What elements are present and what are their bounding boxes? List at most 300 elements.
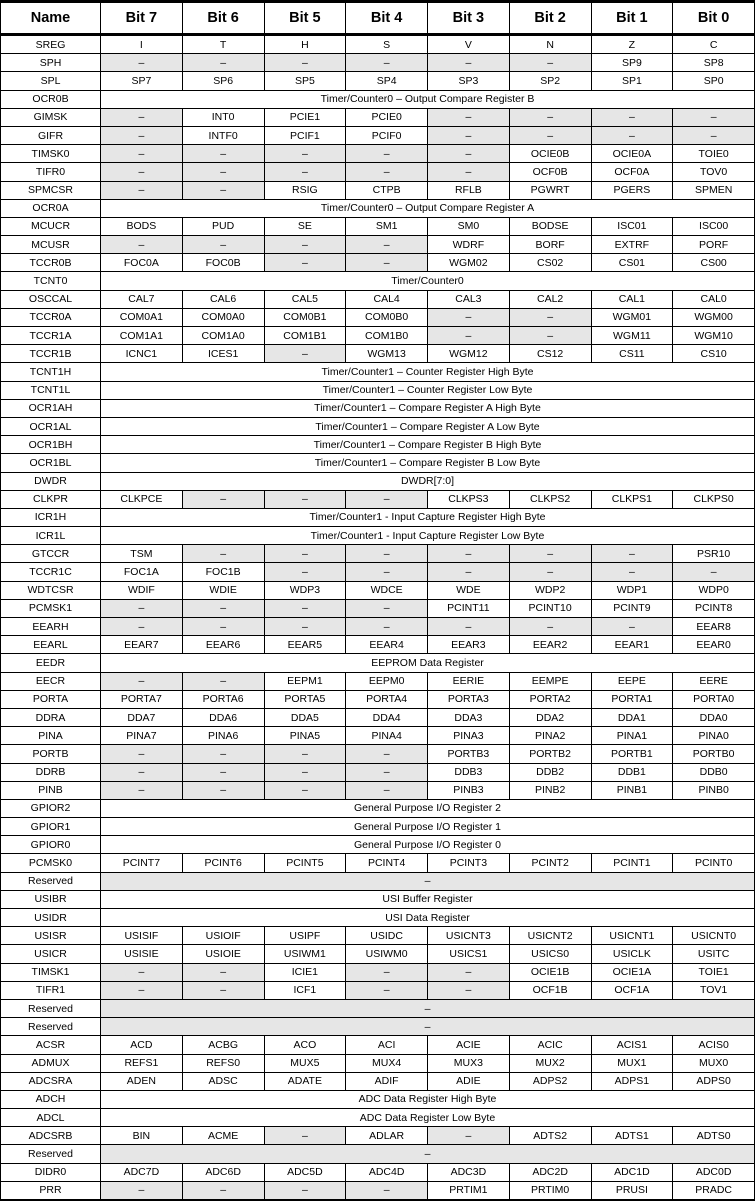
bit-1-cell: EEAR1 bbox=[591, 636, 673, 654]
bit-1-cell: DDB1 bbox=[591, 763, 673, 781]
bit-4-cell: PCINT4 bbox=[346, 854, 428, 872]
table-row bbox=[1, 781, 755, 799]
register-name: USIBR bbox=[1, 890, 101, 908]
bit-3-cell: PCINT3 bbox=[428, 854, 510, 872]
bit-7-cell: DDA7 bbox=[101, 708, 183, 726]
bit-3-cell: CLKPS3 bbox=[428, 490, 510, 508]
bit-3-cell: PCINT11 bbox=[428, 599, 510, 617]
bit-5-cell: WDP3 bbox=[264, 581, 346, 599]
bit-4-cell: DDA4 bbox=[346, 708, 428, 726]
bit-5-cell: – bbox=[264, 163, 346, 181]
table-row bbox=[1, 1163, 755, 1181]
bit-6-cell: – bbox=[182, 672, 264, 690]
bit-0-cell: USITC bbox=[673, 945, 755, 963]
bit-5-cell: PORTA5 bbox=[264, 690, 346, 708]
bit-7-cell: – bbox=[101, 1181, 183, 1200]
bit-3-cell: ACIE bbox=[428, 1036, 510, 1054]
bit-4-cell: – bbox=[346, 745, 428, 763]
bit-2-cell: PCINT2 bbox=[509, 854, 591, 872]
register-name: SPH bbox=[1, 54, 101, 72]
table-row bbox=[1, 181, 755, 199]
register-description: Timer/Counter1 – Counter Register Low Byte bbox=[101, 381, 755, 399]
table-row bbox=[1, 1145, 755, 1163]
bit-7-cell: FOC0A bbox=[101, 254, 183, 272]
bit-0-cell: TOIE1 bbox=[673, 963, 755, 981]
register-name: OCR1BL bbox=[1, 454, 101, 472]
register-name: SPMCSR bbox=[1, 181, 101, 199]
table-row bbox=[1, 35, 755, 54]
table-row bbox=[1, 290, 755, 308]
bit-5-cell: SP5 bbox=[264, 72, 346, 90]
bit-7-cell: – bbox=[101, 181, 183, 199]
bit-5-cell: SE bbox=[264, 217, 346, 235]
bit-3-cell: PINA3 bbox=[428, 727, 510, 745]
bit-6-cell: SP6 bbox=[182, 72, 264, 90]
register-name: TCCR1C bbox=[1, 563, 101, 581]
bit-0-cell: EERE bbox=[673, 672, 755, 690]
bit-4-cell: – bbox=[346, 54, 428, 72]
table-row bbox=[1, 327, 755, 345]
bit-7-cell: REFS1 bbox=[101, 1054, 183, 1072]
header-bit-0: Bit 0 bbox=[673, 2, 755, 35]
bit-2-cell: OCIE0B bbox=[509, 145, 591, 163]
register-name: OCR0B bbox=[1, 90, 101, 108]
bit-7-cell: – bbox=[101, 54, 183, 72]
bit-3-cell: – bbox=[428, 327, 510, 345]
register-description: – bbox=[101, 872, 755, 890]
table-row bbox=[1, 108, 755, 126]
bit-0-cell: USICNT0 bbox=[673, 927, 755, 945]
bit-3-cell: DDB3 bbox=[428, 763, 510, 781]
bit-7-cell: PINA7 bbox=[101, 727, 183, 745]
register-name: OSCCAL bbox=[1, 290, 101, 308]
bit-1-cell: ADPS1 bbox=[591, 1072, 673, 1090]
bit-6-cell: ICES1 bbox=[182, 345, 264, 363]
table-row bbox=[1, 654, 755, 672]
table-row bbox=[1, 54, 755, 72]
bit-2-cell: PORTA2 bbox=[509, 690, 591, 708]
bit-7-cell: – bbox=[101, 163, 183, 181]
register-description: Timer/Counter1 - Input Capture Register High Byte bbox=[101, 508, 755, 526]
bit-7-cell: BODS bbox=[101, 217, 183, 235]
bit-5-cell: PCIE1 bbox=[264, 108, 346, 126]
bit-5-cell: ICF1 bbox=[264, 981, 346, 999]
bit-4-cell: SP4 bbox=[346, 72, 428, 90]
bit-6-cell: DDA6 bbox=[182, 708, 264, 726]
table-row bbox=[1, 745, 755, 763]
bit-0-cell: PORTA0 bbox=[673, 690, 755, 708]
bit-0-cell: EEAR8 bbox=[673, 618, 755, 636]
bit-3-cell: – bbox=[428, 618, 510, 636]
bit-0-cell: PINB0 bbox=[673, 781, 755, 799]
bit-6-cell: – bbox=[182, 618, 264, 636]
register-name: PORTA bbox=[1, 690, 101, 708]
bit-4-cell: – bbox=[346, 981, 428, 999]
bit-3-cell: WGM02 bbox=[428, 254, 510, 272]
bit-5-cell: – bbox=[264, 54, 346, 72]
bit-4-cell: – bbox=[346, 963, 428, 981]
register-description: USI Data Register bbox=[101, 909, 755, 927]
bit-5-cell: ADC5D bbox=[264, 1163, 346, 1181]
bit-6-cell: – bbox=[182, 54, 264, 72]
bit-2-cell: – bbox=[509, 563, 591, 581]
bit-1-cell: ACIS1 bbox=[591, 1036, 673, 1054]
bit-0-cell: CLKPS0 bbox=[673, 490, 755, 508]
bit-2-cell: CLKPS2 bbox=[509, 490, 591, 508]
bit-0-cell: CS10 bbox=[673, 345, 755, 363]
header-bit-6: Bit 6 bbox=[182, 2, 264, 35]
bit-5-cell: – bbox=[264, 545, 346, 563]
bit-7-cell: CAL7 bbox=[101, 290, 183, 308]
table-row bbox=[1, 1181, 755, 1200]
bit-1-cell: PGERS bbox=[591, 181, 673, 199]
bit-3-cell: PORTA3 bbox=[428, 690, 510, 708]
bit-6-cell: ACME bbox=[182, 1127, 264, 1145]
bit-7-cell: PORTA7 bbox=[101, 690, 183, 708]
table-row bbox=[1, 945, 755, 963]
bit-4-cell: S bbox=[346, 35, 428, 54]
bit-3-cell: PRTIM1 bbox=[428, 1181, 510, 1200]
bit-7-cell: ICNC1 bbox=[101, 345, 183, 363]
bit-0-cell: PSR10 bbox=[673, 545, 755, 563]
register-name: TIFR0 bbox=[1, 163, 101, 181]
bit-1-cell: MUX1 bbox=[591, 1054, 673, 1072]
bit-1-cell: – bbox=[591, 563, 673, 581]
bit-2-cell: BODSE bbox=[509, 217, 591, 235]
bit-4-cell: COM0B0 bbox=[346, 308, 428, 326]
bit-5-cell: – bbox=[264, 1181, 346, 1200]
table-row bbox=[1, 872, 755, 890]
bit-2-cell: PRTIM0 bbox=[509, 1181, 591, 1200]
bit-4-cell: COM1B0 bbox=[346, 327, 428, 345]
bit-0-cell: PORF bbox=[673, 236, 755, 254]
bit-2-cell: – bbox=[509, 126, 591, 144]
bit-4-cell: SM1 bbox=[346, 217, 428, 235]
register-description: Timer/Counter1 – Compare Register A High Byte bbox=[101, 399, 755, 417]
bit-6-cell: – bbox=[182, 963, 264, 981]
register-name: DDRB bbox=[1, 763, 101, 781]
table-row bbox=[1, 126, 755, 144]
bit-1-cell: ISC01 bbox=[591, 217, 673, 235]
bit-1-cell: PCINT1 bbox=[591, 854, 673, 872]
bit-1-cell: PRUSI bbox=[591, 1181, 673, 1200]
bit-4-cell: – bbox=[346, 763, 428, 781]
register-name: DDRA bbox=[1, 708, 101, 726]
bit-4-cell: USIWM0 bbox=[346, 945, 428, 963]
bit-6-cell: ADSC bbox=[182, 1072, 264, 1090]
bit-2-cell: – bbox=[509, 108, 591, 126]
table-row bbox=[1, 999, 755, 1017]
register-name: ADCL bbox=[1, 1109, 101, 1127]
bit-6-cell: – bbox=[182, 490, 264, 508]
bit-0-cell: SP8 bbox=[673, 54, 755, 72]
bit-1-cell: – bbox=[591, 618, 673, 636]
register-name: ADMUX bbox=[1, 1054, 101, 1072]
bit-0-cell: SP0 bbox=[673, 72, 755, 90]
bit-2-cell: PINA2 bbox=[509, 727, 591, 745]
register-description: Timer/Counter1 – Compare Register A Low Byte bbox=[101, 417, 755, 435]
register-description: EEPROM Data Register bbox=[101, 654, 755, 672]
register-name: Reserved bbox=[1, 872, 101, 890]
register-description: General Purpose I/O Register 2 bbox=[101, 799, 755, 817]
register-description: Timer/Counter1 - Input Capture Register Low Byte bbox=[101, 527, 755, 545]
bit-6-cell: – bbox=[182, 145, 264, 163]
bit-3-cell: PINB3 bbox=[428, 781, 510, 799]
bit-0-cell: ADPS0 bbox=[673, 1072, 755, 1090]
table-row bbox=[1, 308, 755, 326]
bit-7-cell: WDIF bbox=[101, 581, 183, 599]
register-name: EEARL bbox=[1, 636, 101, 654]
header-bit-5: Bit 5 bbox=[264, 2, 346, 35]
bit-4-cell: – bbox=[346, 545, 428, 563]
bit-3-cell: EEAR3 bbox=[428, 636, 510, 654]
bit-0-cell: MUX0 bbox=[673, 1054, 755, 1072]
bit-1-cell: CS11 bbox=[591, 345, 673, 363]
register-name: PCMSK0 bbox=[1, 854, 101, 872]
register-description: USI Buffer Register bbox=[101, 890, 755, 908]
table-row bbox=[1, 236, 755, 254]
bit-4-cell: CAL4 bbox=[346, 290, 428, 308]
bit-1-cell: CS01 bbox=[591, 254, 673, 272]
bit-6-cell: COM0A0 bbox=[182, 308, 264, 326]
bit-3-cell: – bbox=[428, 545, 510, 563]
bit-1-cell: DDA1 bbox=[591, 708, 673, 726]
bit-0-cell: TOIE0 bbox=[673, 145, 755, 163]
bit-6-cell: PCINT6 bbox=[182, 854, 264, 872]
bit-5-cell: USIPF bbox=[264, 927, 346, 945]
register-rows bbox=[1, 35, 755, 1201]
bit-4-cell: ADLAR bbox=[346, 1127, 428, 1145]
bit-0-cell: TOV0 bbox=[673, 163, 755, 181]
bit-4-cell: PORTA4 bbox=[346, 690, 428, 708]
register-name: TCNT1H bbox=[1, 363, 101, 381]
table-row bbox=[1, 363, 755, 381]
bit-3-cell: DDA3 bbox=[428, 708, 510, 726]
bit-1-cell: ADC1D bbox=[591, 1163, 673, 1181]
register-name: USICR bbox=[1, 945, 101, 963]
bit-2-cell: – bbox=[509, 308, 591, 326]
table-row bbox=[1, 618, 755, 636]
bit-4-cell: MUX4 bbox=[346, 1054, 428, 1072]
bit-6-cell: CAL6 bbox=[182, 290, 264, 308]
bit-5-cell: – bbox=[264, 745, 346, 763]
bit-1-cell: CLKPS1 bbox=[591, 490, 673, 508]
bit-0-cell: ADC0D bbox=[673, 1163, 755, 1181]
bit-4-cell: – bbox=[346, 563, 428, 581]
bit-2-cell: OCF1B bbox=[509, 981, 591, 999]
table-row bbox=[1, 272, 755, 290]
table-row bbox=[1, 690, 755, 708]
bit-6-cell: T bbox=[182, 35, 264, 54]
register-name: SREG bbox=[1, 35, 101, 54]
bit-0-cell: ADTS0 bbox=[673, 1127, 755, 1145]
register-name: USIDR bbox=[1, 909, 101, 927]
register-name: OCR1AL bbox=[1, 417, 101, 435]
bit-4-cell: WDCE bbox=[346, 581, 428, 599]
table-row bbox=[1, 836, 755, 854]
register-name: Reserved bbox=[1, 999, 101, 1017]
table-row bbox=[1, 1018, 755, 1036]
table-row bbox=[1, 472, 755, 490]
bit-7-cell: BIN bbox=[101, 1127, 183, 1145]
table-row bbox=[1, 581, 755, 599]
bit-3-cell: RFLB bbox=[428, 181, 510, 199]
bit-3-cell: SM0 bbox=[428, 217, 510, 235]
bit-5-cell: – bbox=[264, 599, 346, 617]
bit-1-cell: OCIE0A bbox=[591, 145, 673, 163]
bit-0-cell: DDA0 bbox=[673, 708, 755, 726]
table-row bbox=[1, 454, 755, 472]
register-name: TCCR0B bbox=[1, 254, 101, 272]
bit-4-cell: WGM13 bbox=[346, 345, 428, 363]
bit-3-cell: EERIE bbox=[428, 672, 510, 690]
bit-6-cell: EEAR6 bbox=[182, 636, 264, 654]
bit-5-cell: – bbox=[264, 763, 346, 781]
bit-5-cell: ADATE bbox=[264, 1072, 346, 1090]
bit-5-cell: – bbox=[264, 781, 346, 799]
bit-5-cell: – bbox=[264, 254, 346, 272]
bit-2-cell: MUX2 bbox=[509, 1054, 591, 1072]
bit-7-cell: ADC7D bbox=[101, 1163, 183, 1181]
bit-4-cell: EEPM0 bbox=[346, 672, 428, 690]
bit-0-cell: PINA0 bbox=[673, 727, 755, 745]
register-name: MCUCR bbox=[1, 217, 101, 235]
bit-2-cell: ADC2D bbox=[509, 1163, 591, 1181]
header-bit-2: Bit 2 bbox=[509, 2, 591, 35]
bit-4-cell: EEAR4 bbox=[346, 636, 428, 654]
bit-5-cell: PINA5 bbox=[264, 727, 346, 745]
bit-5-cell: – bbox=[264, 1127, 346, 1145]
register-name: TCCR1A bbox=[1, 327, 101, 345]
bit-0-cell: ISC00 bbox=[673, 217, 755, 235]
table-row bbox=[1, 72, 755, 90]
bit-1-cell: OCIE1A bbox=[591, 963, 673, 981]
register-name: EEARH bbox=[1, 618, 101, 636]
bit-3-cell: – bbox=[428, 963, 510, 981]
table-row bbox=[1, 545, 755, 563]
register-name: ACSR bbox=[1, 1036, 101, 1054]
bit-6-cell: PORTA6 bbox=[182, 690, 264, 708]
bit-3-cell: WGM12 bbox=[428, 345, 510, 363]
bit-5-cell: – bbox=[264, 563, 346, 581]
bit-2-cell: – bbox=[509, 327, 591, 345]
bit-7-cell: – bbox=[101, 763, 183, 781]
bit-3-cell: – bbox=[428, 108, 510, 126]
register-name: PINB bbox=[1, 781, 101, 799]
bit-3-cell: – bbox=[428, 126, 510, 144]
bit-4-cell: PCIF0 bbox=[346, 126, 428, 144]
bit-0-cell: PRADC bbox=[673, 1181, 755, 1200]
bit-5-cell: ICIE1 bbox=[264, 963, 346, 981]
bit-0-cell: WGM10 bbox=[673, 327, 755, 345]
bit-7-cell: TSM bbox=[101, 545, 183, 563]
bit-0-cell: TOV1 bbox=[673, 981, 755, 999]
bit-4-cell: ADC4D bbox=[346, 1163, 428, 1181]
bit-2-cell: BORF bbox=[509, 236, 591, 254]
bit-6-cell: – bbox=[182, 981, 264, 999]
table-row bbox=[1, 1090, 755, 1108]
bit-2-cell: USICNT2 bbox=[509, 927, 591, 945]
bit-5-cell: USIWM1 bbox=[264, 945, 346, 963]
register-name: TIMSK1 bbox=[1, 963, 101, 981]
bit-5-cell: – bbox=[264, 618, 346, 636]
bit-0-cell: – bbox=[673, 108, 755, 126]
register-name: GTCCR bbox=[1, 545, 101, 563]
bit-5-cell: – bbox=[264, 490, 346, 508]
bit-6-cell: – bbox=[182, 181, 264, 199]
bit-5-cell: DDA5 bbox=[264, 708, 346, 726]
bit-1-cell: OCF0A bbox=[591, 163, 673, 181]
register-description: – bbox=[101, 999, 755, 1017]
register-name: MCUSR bbox=[1, 236, 101, 254]
bit-2-cell: N bbox=[509, 35, 591, 54]
bit-2-cell: – bbox=[509, 618, 591, 636]
bit-7-cell: I bbox=[101, 35, 183, 54]
bit-1-cell: SP1 bbox=[591, 72, 673, 90]
bit-6-cell: INTF0 bbox=[182, 126, 264, 144]
register-name: Reserved bbox=[1, 1145, 101, 1163]
bit-1-cell: PINB1 bbox=[591, 781, 673, 799]
bit-2-cell: USICS0 bbox=[509, 945, 591, 963]
bit-3-cell: V bbox=[428, 35, 510, 54]
bit-2-cell: PCINT10 bbox=[509, 599, 591, 617]
register-name: TCNT1L bbox=[1, 381, 101, 399]
bit-3-cell: – bbox=[428, 308, 510, 326]
bit-4-cell: ACI bbox=[346, 1036, 428, 1054]
bit-6-cell: – bbox=[182, 545, 264, 563]
bit-4-cell: PCIE0 bbox=[346, 108, 428, 126]
bit-5-cell: COM1B1 bbox=[264, 327, 346, 345]
bit-6-cell: ADC6D bbox=[182, 1163, 264, 1181]
bit-1-cell: WDP1 bbox=[591, 581, 673, 599]
table-row bbox=[1, 381, 755, 399]
bit-0-cell: EEAR0 bbox=[673, 636, 755, 654]
bit-4-cell: – bbox=[346, 781, 428, 799]
bit-0-cell: – bbox=[673, 126, 755, 144]
bit-2-cell: OCIE1B bbox=[509, 963, 591, 981]
bit-4-cell: ADIF bbox=[346, 1072, 428, 1090]
register-name: EEDR bbox=[1, 654, 101, 672]
bit-5-cell: PCINT5 bbox=[264, 854, 346, 872]
bit-1-cell: WGM11 bbox=[591, 327, 673, 345]
bit-0-cell: CAL0 bbox=[673, 290, 755, 308]
bit-6-cell: FOC1B bbox=[182, 563, 264, 581]
register-description: General Purpose I/O Register 0 bbox=[101, 836, 755, 854]
table-row bbox=[1, 508, 755, 526]
table-row bbox=[1, 963, 755, 981]
bit-4-cell: – bbox=[346, 145, 428, 163]
table-row bbox=[1, 1036, 755, 1054]
table-row bbox=[1, 490, 755, 508]
bit-7-cell: COM1A1 bbox=[101, 327, 183, 345]
bit-1-cell: CAL1 bbox=[591, 290, 673, 308]
bit-1-cell: USICNT1 bbox=[591, 927, 673, 945]
table-row bbox=[1, 563, 755, 581]
bit-7-cell: SP7 bbox=[101, 72, 183, 90]
bit-7-cell: – bbox=[101, 618, 183, 636]
bit-1-cell: – bbox=[591, 108, 673, 126]
bit-7-cell: – bbox=[101, 745, 183, 763]
bit-4-cell: – bbox=[346, 236, 428, 254]
register-name: PINA bbox=[1, 727, 101, 745]
bit-3-cell: USICS1 bbox=[428, 945, 510, 963]
bit-6-cell: – bbox=[182, 236, 264, 254]
bit-1-cell: PORTA1 bbox=[591, 690, 673, 708]
bit-6-cell: PUD bbox=[182, 217, 264, 235]
bit-2-cell: EEAR2 bbox=[509, 636, 591, 654]
bit-7-cell: CLKPCE bbox=[101, 490, 183, 508]
bit-4-cell: – bbox=[346, 490, 428, 508]
